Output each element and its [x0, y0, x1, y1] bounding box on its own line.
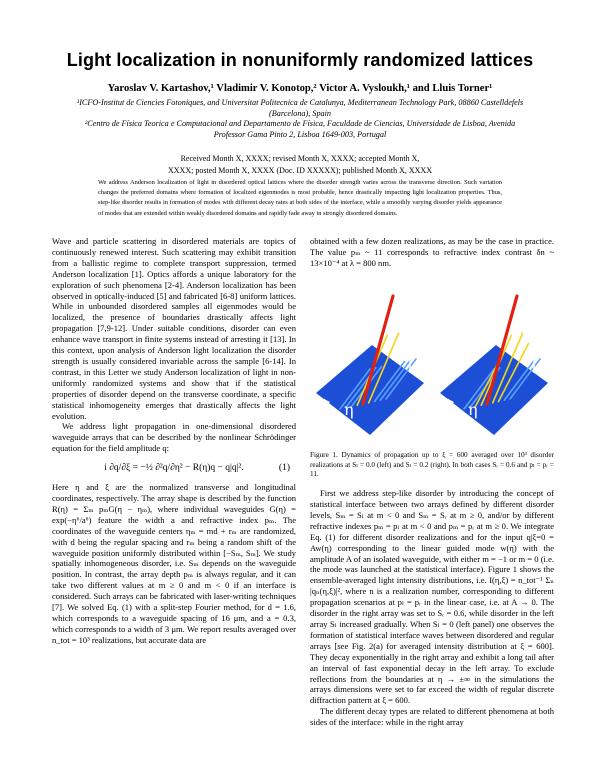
affiliation-1: ¹ICFO-Institut de Ciencies Fotoniques, and Universitat Politecnica de Catalunya, Mediterranean Technology Park, 08860 Castelldefels (Barcelona), Spain [76, 98, 524, 118]
decay-types-paragraph: The different decay types are related to different phenomena at both sides of the interface: while in the right array [310, 706, 554, 728]
equation-number: (1) [278, 462, 290, 473]
figure-1 [310, 275, 554, 447]
xi-axis-arrowhead [406, 335, 414, 343]
axis-label-eta: η [344, 399, 354, 419]
figure-1-caption: Figure 1. Dynamics of propagation up to ξ = 600 averaged over 10³ disorder realizations at Sₗ = 0.0 (left) and Sₗ = 0.2 (right). In both cases Sᵣ = 0.6 and pₗ = pᵣ = 11. [310, 450, 554, 479]
continuation-paragraph: obtained with a few dozen realizations, as may be the case in practice. The value pₘ ~ 11 corresponds to refractive index contrast δn ~ 13×10⁻⁴ at λ = 800 nm. [310, 236, 554, 268]
surface-plot-left [316, 296, 424, 435]
intro-paragraph: Wave and particle scattering in disordered materials are topics of continuously renewed interest. Such scattering may exhibit transition from a ballistic regime to complete transport suppression, termed Anderson localization [1]. Optics affords a unique laboratory for the exploration of such phenomena [2-4]. Anderson localization has been observed in optically-induced [5] and fabricated [6-8] uniform lattices. While in unbounded disordered samples all eigenmodes would be localized, the presence of boundaries drastically affects light propagation [7,9-12]. Under suitable conditions, disorder can even enhance wave transport in finite systems instead of arresting it [13]. In this context, upon analysis of Anderson light localization the disorder strength is usually considered invariable across the sample [6-14]. In contrast, in this Letter we study Anderson localization of light in non-uniformly randomized systems and show that if the statistical properties of disorder depend on the transverse coordinate, a specific statistical inhomogeneity emerges that drastically affects the light evolution. [52, 236, 296, 421]
axis-label-xi: ξ [520, 317, 529, 337]
received-line-2: XXXX; posted Month X, XXXX (Doc. ID XXXXX); published Month X, XXXX [168, 165, 432, 175]
figure-1-right-panel [434, 275, 552, 445]
step-disorder-paragraph: First we address step-like disorder by introducing the concept of statistical interface between two arrays defined by different disorder levels, Sₘ = Sₗ at m < 0 and Sₘ = Sᵣ at m ≥ 0, and/or by different refractive indexes pₘ = pₗ at m < 0 and pₘ = pᵣ at m ≥ 0. We integrate Eq. (1) for different disorder realizations and for the input q|ξ=0 = Aw(η) corresponding to the linear guided mode w(η) with the amplitude A of an isolated waveguide, with either m = −1 or m = 0 (i.e. the mode was launched at the statistical interface). Figure 1 shows the ensemble-averaged light intensity distributions, i.e. I(η,ξ) = n_tot⁻¹ Σₙ |qₙ(η,ξ)|², where n is a realization number, corresponding to different propagation scenarios at pₗ = pᵣ in the linear case, i.e. at A → 0. The disorder in the right array was set to Sᵣ = 0.6, while disorder in the left array Sₗ increased gradually. When Sₗ = 0 (left panel) one observes the formation of statistical interface waves between disordered and regular arrays [see Fig. 2(a) for averaged intensity distribution at ξ = 600]. They decay exponentially in the right array and exhibit a long tail after an interval of fast exponential decay in the left array. To exclude reflections from the boundaries at η → ±∞ in the simulations the arrays dimensions were set to far exceed the width of regular discrete diffraction pattern at ξ = 600. [310, 488, 554, 706]
right-column [310, 236, 554, 728]
received-dates [60, 153, 540, 176]
left-column [52, 236, 296, 646]
model-paragraph: We address light propagation in one-dimensional disordered waveguide arrays that can be described by the nonlinear Schrödinger equation for the field amplitude q: [52, 421, 296, 454]
equation-body: i ∂q/∂ξ = −½ ∂²q/∂η² − R(η)q − q|q|². [104, 462, 244, 473]
affiliation-2: ²Centro de Física Teorica e Computacional and Departamento de Física, Faculdade de Ciencias, Universidade de Lisboa, Avenida Professor Gama Pinto 2, Lisboa 1649-003, Portugal [84, 119, 516, 139]
equation-1 [52, 454, 296, 482]
surface-base [316, 345, 424, 435]
axis-label-eta: η [468, 399, 478, 419]
author-list: Yaroslav V. Kartashov,¹ Vladimir V. Konotop,² Victor A. Vysloukh,¹ and Lluis Torner¹ [107, 83, 493, 94]
parameters-paragraph: Here η and ξ are the normalized transverse and longitudinal coordinates, respectively. The array shape is described by the function R(η) = Σₘ pₘG(η − ηₘ), where individual waveguides G(η) = exp(−η⁶/a⁶) feature the width a and refractive index pₘ. The coordinates of the waveguide centers ηₘ = md + rₘ are randomized, with d being the regular spacing and rₘ being a random shift of the waveguide position uniformly distributed within [−Sₘ, Sₘ]. We study spatially inhomogeneous disorder, i.e. Sₘ depends on the waveguide position. In contrast, the array depth pₘ is always regular, and it can take two different values at m ≥ 0 and m < 0 if an interface is considered. Such arrays can be fabricated with laser-writing techniques [7]. We solved Eq. (1) with a split-step Fourier method, for d = 1.6, which corresponds to a waveguide spacing of 16 μm, and a = 0.3, which corresponds to a width of 3 μm. We report results averaged over n_tot = 10³ realizations, but accurate data are [52, 482, 296, 645]
xi-axis-arrowhead [530, 335, 538, 343]
axis-label-xi: ξ [396, 317, 405, 337]
surface-plot-right [440, 296, 548, 435]
surface-base [440, 345, 548, 435]
abstract: We address Anderson localization of light in disordered optical lattices where the disorder strength varies across the transverse direction. Such variation changes the preferred domains where formation of localized eigenmodes is most probable, hence drastically impacting light localization properties. Thus, step-like disorder results in formation of modes with different decay rates at both sides of the interface, while a smoothly varying disorder yields appearance of modes that are extended within weakly disordered domains and rapidly fade away in strongly disordered domains. [98, 179, 502, 217]
received-line-1: Received Month X, XXXX; revised Month X, XXXX; accepted Month X, [180, 154, 420, 163]
figure-1-left-panel [310, 275, 428, 445]
paper-title: Light localization in nonuniformly randomized lattices [66, 50, 534, 70]
